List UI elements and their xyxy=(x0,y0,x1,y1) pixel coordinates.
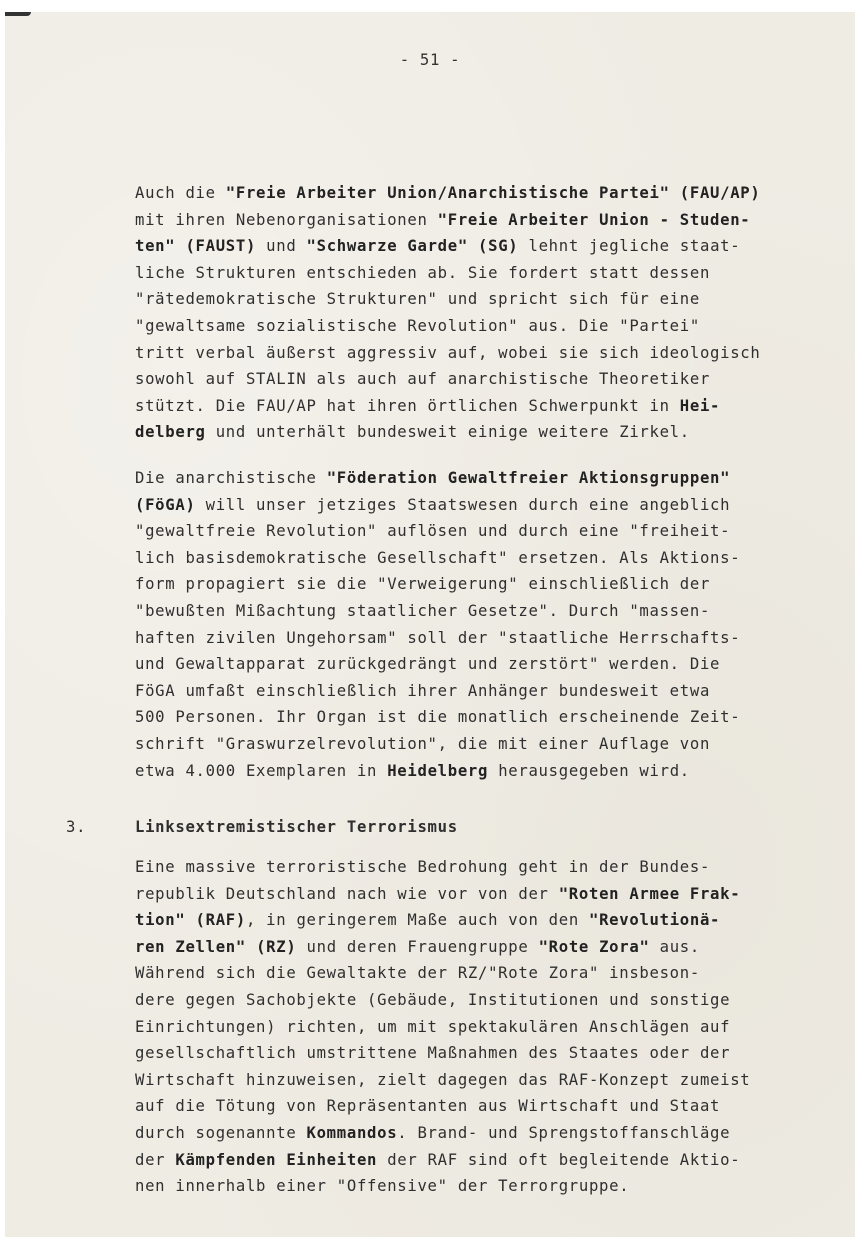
bold-text-run: "Freie Arbeiter Union/Anarchistische Partei" xyxy=(225,184,670,202)
text-run xyxy=(246,938,256,956)
text-run: form propagiert sie die "Verweigerung" einschließlich der xyxy=(135,575,711,594)
text-run: Wirtschaft hinzuweisen, zielt dagegen das RAF-Konzept zumeist xyxy=(135,1070,751,1089)
bold-text-run: "Rote Zora" xyxy=(538,937,650,956)
text-run: tritt verbal äußerst aggressiv auf, wobei sie sich ideologisch xyxy=(135,343,761,362)
text-line xyxy=(135,1014,750,1041)
text-line xyxy=(135,207,761,234)
text-run: "gewaltfreie Revolution" auflösen und durch eine "freiheit- xyxy=(135,522,731,541)
text-line xyxy=(135,260,761,287)
text-run: und deren Frauengruppe xyxy=(296,937,539,956)
text-line xyxy=(135,340,761,367)
document-page xyxy=(5,12,855,1237)
text-run: . Brand- und Sprengstoffanschläge xyxy=(397,1123,731,1142)
text-run: nen innerhalb einer "Offensive" der Terrorgruppe. xyxy=(135,1177,630,1196)
text-run: der xyxy=(135,1150,176,1169)
text-line xyxy=(135,881,750,908)
text-line xyxy=(135,180,761,207)
text-run: etwa 4.000 Exemplaren in xyxy=(135,761,388,780)
bold-text-run: (SG) xyxy=(478,237,519,256)
paragraph-foega xyxy=(135,465,740,784)
text-line xyxy=(135,545,740,572)
text-line xyxy=(135,907,750,934)
text-line xyxy=(135,393,761,420)
paragraph-terrorismus xyxy=(135,854,750,1200)
bold-text-run: ten" xyxy=(135,237,176,256)
text-line xyxy=(135,366,761,393)
text-line xyxy=(135,1120,750,1147)
text-line xyxy=(135,1147,750,1174)
bold-text-run: Kommandos xyxy=(306,1123,398,1142)
text-run: , in geringerem Maße auch von den xyxy=(246,911,589,930)
text-line xyxy=(135,571,740,598)
text-run: liche Strukturen entschieden ab. Sie fordert statt dessen xyxy=(135,263,711,282)
text-run: haften zivilen Ungehorsam" soll der "staatliche Herrschafts- xyxy=(135,628,741,647)
bold-text-run: Heidelberg xyxy=(387,761,489,780)
text-run: will unser jetziges Staatswesen durch eine angeblich xyxy=(195,495,731,514)
text-line xyxy=(135,233,761,260)
bold-text-run: (FöGA) xyxy=(135,495,196,514)
text-run: auf die Tötung von Repräsentanten aus Wirtschaft und Staat xyxy=(135,1097,721,1116)
text-run: durch sogenannte xyxy=(135,1123,307,1142)
text-line xyxy=(135,419,761,446)
text-line xyxy=(135,1040,750,1067)
text-run xyxy=(185,911,195,929)
text-line xyxy=(135,1067,750,1094)
text-run: dere gegen Sachobjekte (Gebäude, Institutionen und sonstige xyxy=(135,990,731,1009)
text-line xyxy=(135,758,740,785)
text-run: Die anarchistische xyxy=(135,469,327,487)
text-run: Einrichtungen) richten, um mit spektakulären Anschlägen auf xyxy=(135,1017,731,1036)
text-line xyxy=(135,987,750,1014)
text-run: republik Deutschland nach wie vor von der xyxy=(135,884,559,903)
text-run: und unterhält bundesweit einige weitere Zirkel. xyxy=(205,423,690,442)
text-line xyxy=(135,286,761,313)
bold-text-run: "Revolutionä- xyxy=(589,911,721,930)
text-line xyxy=(135,518,740,545)
bold-text-run: (RZ) xyxy=(256,937,297,956)
bold-text-run: delberg xyxy=(135,423,206,442)
text-line xyxy=(135,313,761,340)
text-line xyxy=(135,1093,750,1120)
section-heading: Linksextremistischer Terrorismus xyxy=(135,818,458,836)
text-run: und xyxy=(256,237,307,256)
text-line xyxy=(135,678,740,705)
text-run: aus. xyxy=(649,937,700,956)
text-run: Auch die xyxy=(135,184,226,202)
text-line xyxy=(135,651,740,678)
bold-text-run: (RAF) xyxy=(195,911,246,930)
text-run: und Gewaltapparat zurückgedrängt und zerstört" werden. Die xyxy=(135,655,721,674)
text-line xyxy=(135,492,740,519)
text-run: lehnt jegliche staat- xyxy=(518,237,741,256)
bold-text-run: Kämpfenden Einheiten xyxy=(175,1150,378,1169)
text-run: "gewaltsame sozialistische Revolution" aus. Die "Partei" xyxy=(135,316,700,335)
text-run: stützt. Die FAU/AP hat ihren örtlichen Schwerpunkt in xyxy=(135,396,680,415)
text-run: sowohl auf STALIN als auch auf anarchistische Theoretiker xyxy=(135,370,711,389)
text-line xyxy=(135,625,740,652)
text-line xyxy=(135,1173,750,1200)
text-run xyxy=(175,237,185,255)
text-run: mit ihren Nebenorganisationen xyxy=(135,210,438,229)
text-run: FöGA umfaßt einschließlich ihrer Anhänger bundesweit etwa xyxy=(135,681,711,700)
bold-text-run: ren Zellen" xyxy=(135,937,246,956)
page-number: - 51 - xyxy=(399,51,461,69)
text-run: 500 Personen. Ihr Organ ist die monatlich erscheinende Zeit- xyxy=(135,708,741,727)
text-line xyxy=(135,465,740,492)
bold-text-run: Hei- xyxy=(679,396,721,415)
bold-text-run: "Föderation Gewaltfreier Aktionsgruppen" xyxy=(326,469,731,487)
text-line xyxy=(135,598,740,625)
text-run: herausgegeben wird. xyxy=(488,761,690,780)
text-run: lich basisdemokratische Gesellschaft" ersetzen. Als Aktions- xyxy=(135,548,741,567)
bold-text-run: "Roten Armee Frak- xyxy=(558,884,741,903)
text-line xyxy=(135,731,740,758)
text-run: "bewußten Mißachtung staatlicher Gesetze". Durch "massen- xyxy=(135,601,711,620)
bold-text-run: tion" xyxy=(135,911,186,930)
bold-text-run: "Freie Arbeiter Union - Studen- xyxy=(437,210,751,229)
text-run xyxy=(468,237,478,255)
text-run: der RAF sind oft begleitende Aktio- xyxy=(377,1150,741,1169)
section-number: 3. xyxy=(66,818,87,836)
bold-text-run: "Schwarze Garde" xyxy=(306,237,468,256)
text-line xyxy=(135,704,740,731)
text-run xyxy=(670,184,680,202)
text-line xyxy=(135,854,750,881)
bold-text-run: (FAUST) xyxy=(185,237,257,256)
text-line xyxy=(135,960,750,987)
text-run: gesellschaftlich umstrittene Maßnahmen des Staates oder der xyxy=(135,1044,731,1063)
text-run: Eine massive terroristische Bedrohung geht in der Bundes- xyxy=(135,858,711,876)
text-run: "rätedemokratische Strukturen" und spricht sich für eine xyxy=(135,290,700,309)
text-run: Während sich die Gewaltakte der RZ/"Rote Zora" insbeson- xyxy=(135,964,700,983)
paragraph-fau-ap xyxy=(135,180,761,446)
text-run: schrift "Graswurzelrevolution", die mit einer Auflage von xyxy=(135,734,711,753)
text-line xyxy=(135,934,750,961)
bold-text-run: (FAU/AP) xyxy=(679,184,761,202)
